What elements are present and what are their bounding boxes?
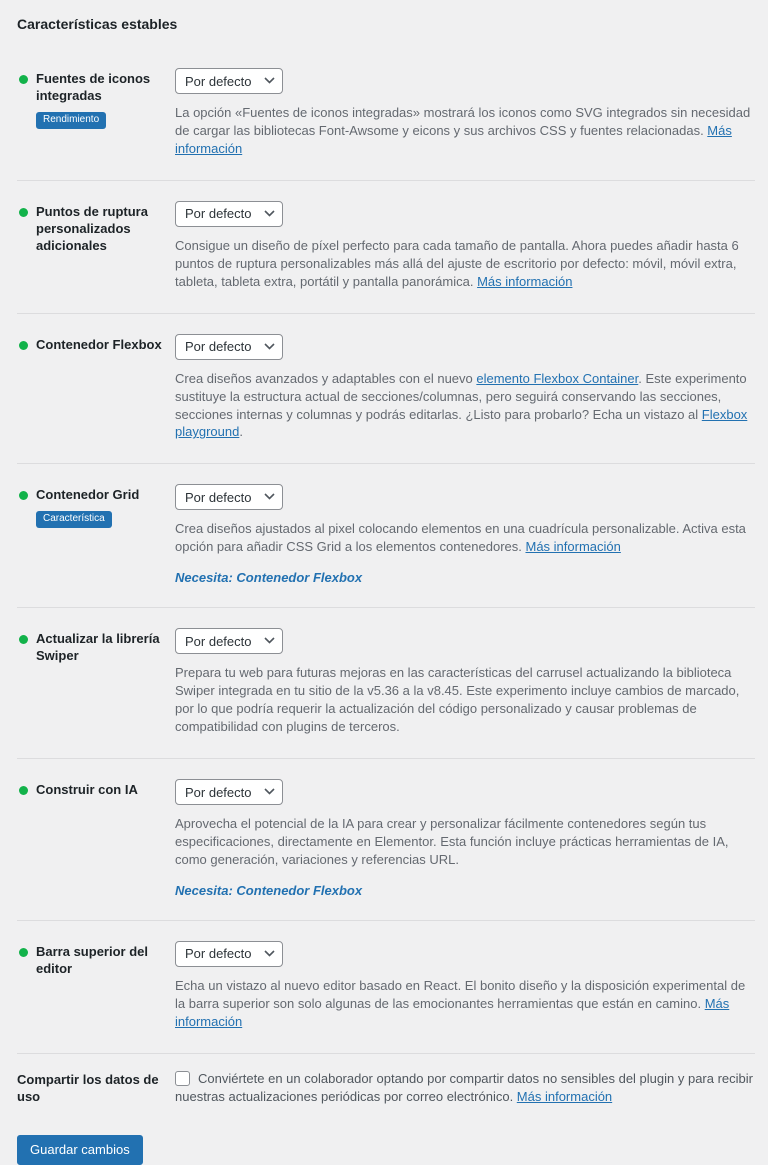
inline-link[interactable]: Más información [516,1089,613,1105]
feature-label: Barra superior del editor [36,943,148,976]
feature-label: Fuentes de iconos integradas [36,71,151,103]
feature-select-wrap [175,628,283,654]
feature-badge: Característica [36,511,112,528]
usage-data-checkbox[interactable] [175,1071,190,1086]
feature-label-col [17,779,175,898]
feature-label: Contenedor Flexbox [36,336,162,352]
feature-row-grid-container [17,464,755,608]
feature-description: Consigue un diseño de píxel perfecto para cada tamaño de pantalla. Ahora puedes añadir hasta 6 puntos de ruptura personalizables más allá del ajuste de escritorio por defecto: móvil, móvil extra, tableta, tableta extra, portátil y pantalla panorámica. Más información [175,237,739,289]
feature-description: Crea diseños ajustados al pixel colocando elementos en una cuadrícula personalizable. Activa esta opción para añadir CSS Grid a los elementos contenedores. Más información [175,521,746,555]
feature-select-custom-breakpoints[interactable] [175,201,283,227]
feature-description: Prepara tu web para futuras mejoras en las características del carrusel actualizando la biblioteca Swiper integrada en tu sitio de la v5.36 a la v8.45. Este experimento incluye cambios de marcado, por lo que podría requerir la actualización del código personalizado y causar problemas de compatibilidad con plugins de terceros. [175,665,740,735]
active-indicator-icon [19,208,28,217]
usage-label: Compartir los datos de uso [17,1071,159,1104]
feature-select-inline-font-icons[interactable] [175,68,283,94]
feature-requires-note: Necesita: Contenedor Flexbox [175,570,363,586]
feature-label: Actualizar la librería Swiper [36,631,160,664]
feature-label-col [17,628,175,736]
feature-select-swiper-update[interactable] [175,628,283,654]
feature-label: Contenedor Grid [36,487,140,503]
inline-link[interactable]: Flexbox playground [175,406,748,440]
active-indicator-icon [19,948,28,957]
feature-select-wrap [175,484,283,510]
feature-select-wrap [175,941,283,967]
feature-select-editor-top-bar[interactable] [175,941,283,967]
usage-checkbox-text: Conviértete en un colaborador optando por compartir datos no sensibles del plugin y para recibir nuestras actualizaciones periódicas por correo electrónico. Más información [175,1070,753,1105]
save-changes-button[interactable]: Guardar cambios [17,1135,143,1165]
feature-control-col [175,68,755,158]
feature-select-flexbox-container[interactable] [175,334,283,360]
feature-control-col [175,628,755,736]
active-indicator-icon [19,341,28,350]
active-indicator-icon [19,635,28,644]
feature-badge: Rendimiento [36,112,106,129]
feature-label-col [17,941,175,1031]
feature-label: Puntos de ruptura personalizados adicionales [36,203,148,253]
feature-select-wrap [175,779,283,805]
feature-label-col [17,484,175,585]
feature-row-inline-font-icons [17,48,755,181]
feature-control-col [175,334,755,442]
feature-row-custom-breakpoints [17,181,755,314]
feature-label-col [17,201,175,291]
inline-link[interactable]: Más información [175,122,732,156]
inline-link[interactable]: Más información [525,539,621,555]
inline-link[interactable]: elemento Flexbox Container [476,370,639,386]
feature-select-wrap [175,334,283,360]
feature-row-build-with-ai [17,759,755,921]
feature-select-wrap [175,68,283,94]
feature-select-build-with-ai[interactable] [175,779,283,805]
feature-row-flexbox-container [17,314,755,465]
feature-control-col [175,201,755,291]
usage-checkbox-label [175,1070,755,1108]
usage-label-col [17,1070,175,1108]
feature-label-col [17,68,175,158]
active-indicator-icon [19,75,28,84]
feature-label: Construir con IA [36,782,138,797]
feature-control-col [175,941,755,1031]
feature-select-grid-container[interactable] [175,484,283,510]
feature-description: La opción «Fuentes de iconos integradas» mostrará los iconos como SVG integrados sin necesidad de cargar las bibliotecas Font-Awsome y eicons y sus archivos CSS y fuentes relacionadas. Más información [175,105,751,156]
feature-label-col [17,334,175,442]
feature-control-col [175,779,755,898]
active-indicator-icon [19,786,28,795]
usage-control-col [175,1070,755,1108]
inline-link[interactable]: Más información [477,273,573,289]
page-title: Características estables [17,16,178,32]
feature-description: Crea diseños avanzados y adaptables con el nuevo elemento Flexbox Container. Este experimento sustituye la estructura actual de secciones/columnas, pero seguirá conservando las secciones, secciones internas y columnas y podrás editarlas. ¿Listo para probarlo? Echa un vistazo al Flexbox playground. [175,370,748,440]
feature-row-swiper-update [17,608,755,759]
feature-requires-note: Necesita: Contenedor Flexbox [175,882,363,898]
feature-row-editor-top-bar [17,921,755,1054]
feature-description: Aprovecha el potencial de la IA para crear y personalizar fácilmente contenedores según tus especificaciones, directamente en Elementor. Esta función incluye prácticas herramientas de IA, como generación, variaciones y referencias URL. [175,816,729,867]
usage-data-row [17,1054,755,1108]
feature-select-wrap [175,201,283,227]
active-indicator-icon [19,491,28,500]
feature-description: Echa un vistazo al nuevo editor basado en React. El bonito diseño y la disposición experimental de la barra superior son solo algunas de las emocionantes herramientas que están en camino. Más información [175,977,746,1029]
inline-link[interactable]: Más información [175,995,730,1029]
feature-control-col [175,484,755,585]
